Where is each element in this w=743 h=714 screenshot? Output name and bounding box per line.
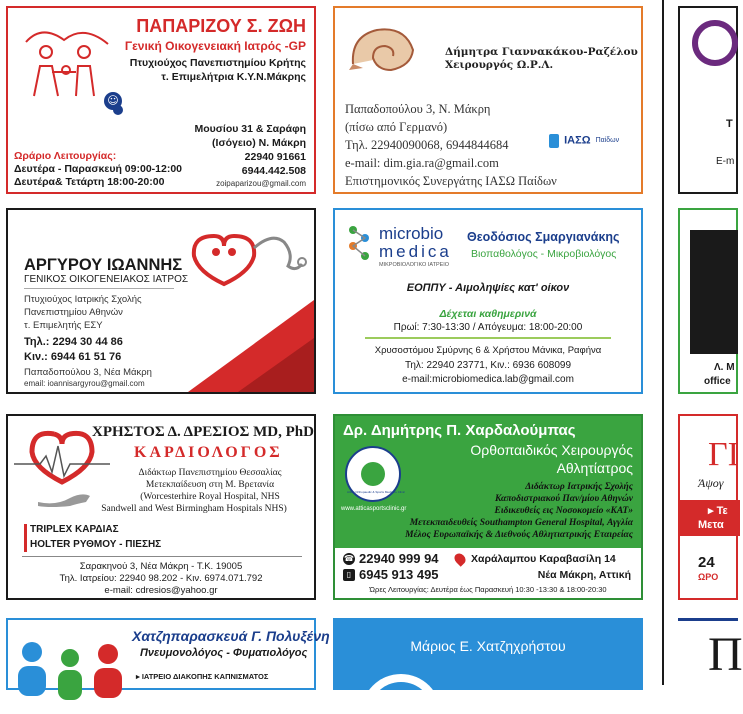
card-polyxeni xyxy=(6,618,330,690)
column-divider xyxy=(662,0,664,685)
title-underline xyxy=(24,288,174,289)
qualification-line: Πανεπιστημίου Αθηνών xyxy=(24,307,123,318)
doctor-title: ΚΑΡΔΙΟΛΟΓΟΣ xyxy=(134,444,283,461)
address-line: (Ισόγειο) Ν. Μάκρη xyxy=(212,137,306,149)
address-line: Χαράλαμπου Καραβασίλη 14 xyxy=(471,553,616,565)
phone: 22940 91661 xyxy=(244,151,306,163)
email: zoipaparizou@gmail.com xyxy=(216,179,306,188)
iaso-name: ΙΑΣΩ xyxy=(564,134,591,147)
hours-line: Ώρες Λειτουργίας: Δευτέρα έως Παρασκευή 10:30 -13:30 & 18:00-20:30 xyxy=(369,585,607,594)
brand-line1: microbio xyxy=(379,224,444,243)
hours-line: Πρωί: 7:30-13:30 / Απόγευμα: 18:00-20:00 xyxy=(393,322,583,333)
card-right-1 xyxy=(678,6,738,194)
daily-line: Δέχεται καθημερινά xyxy=(439,308,537,320)
mobile-icon: ▯ xyxy=(343,569,355,581)
service-item: HOLTER ΡΥΘΜΟΥ - ΠΙΕΣΗΣ xyxy=(30,539,162,550)
qualification-line: Μέλος Ευρωπαϊκής & Διεθνούς Αθλητιατρικής Εταιρείας xyxy=(405,530,633,540)
qualification-line: Πτυχιούχος Ιατρικής Σχολής xyxy=(24,294,142,305)
address-line: Νέα Μάκρη, Αττική xyxy=(537,569,631,581)
phone: Τηλ: 22940 23771, Κιν.: 6936 608099 xyxy=(404,360,572,371)
qualification-line: (Worcesterhire Royal Hospital, NHS xyxy=(140,492,280,502)
card-right-4 xyxy=(678,618,743,690)
card-argyrou xyxy=(6,208,316,394)
doctor-name: Χατζηπαρασκευά Γ. Πολυξένη xyxy=(132,628,330,644)
doctor-title: Πνευμονολόγος - Φυματιολόγος xyxy=(140,647,308,659)
card-text: office xyxy=(704,376,731,387)
email: e-mail: cdresios@yahoo.gr xyxy=(104,585,218,596)
doctor-title: Αθλητίατρος xyxy=(556,460,633,476)
phone: Τηλ. Ιατρείου: 22940 98.202 - Κιν. 6974.071.792 xyxy=(59,573,263,584)
card-marios xyxy=(333,618,643,690)
service-marker xyxy=(24,524,27,552)
smiley-icon: ☺ xyxy=(104,92,122,110)
photo-placeholder xyxy=(690,230,738,354)
phone: 22940 999 94 xyxy=(359,551,439,566)
doctor-title: Ορθοπαιδικός Χειρουργός xyxy=(470,442,633,458)
qualification-line: Μετεκπαίδευση στη Μ. Βρετανία xyxy=(145,480,275,490)
email: e-mail: dim.gia.ra@gmail.com xyxy=(345,156,499,170)
email: email: ioannisargyrou@gmail.com xyxy=(24,379,145,388)
card-right-3 xyxy=(678,414,738,600)
qualification-line: Μετεκπαιδευθείς Southampton General Hospital, Αγγλία xyxy=(409,518,633,528)
mobile: Κιν.: 6944 61 51 76 xyxy=(24,351,122,363)
eopyy-line: ΕΟΠΠΥ - Αιμοληψίες κατ' οίκον xyxy=(406,282,570,294)
doctor-name: Δήμητρα Γιαννακάκου-Ραζέλου xyxy=(445,46,638,58)
doctor-name: ΑΡΓΥΡΟΥ ΙΩΑΝΝΗΣ xyxy=(24,256,183,274)
doctor-title: Γενική Οικογενειακή Ιατρός -GP xyxy=(124,39,306,53)
mobile: 6944.442.508 xyxy=(241,165,306,177)
card-text: ▸ Τε xyxy=(708,505,728,517)
card-text: ΓΙ xyxy=(708,436,739,473)
qualification-line: τ. Επιμελητής ΕΣΥ xyxy=(24,320,103,331)
divider xyxy=(22,556,302,557)
qualification-line: Πτυχιούχος Πανεπιστημίου Κρήτης xyxy=(129,57,306,69)
card-text: Λ. Μ xyxy=(714,362,735,373)
logo-ring xyxy=(692,20,738,66)
logo-arc xyxy=(361,674,441,714)
service-item: ▸ ΙΑΤΡΕΙΟ ΔΙΑΚΟΠΗΣ ΚΑΠΝΙΣΜΑΤΟΣ xyxy=(136,672,269,681)
qualification-line: Ειδικευθείς εις Νοσοκομείο «ΚΑΤ» xyxy=(494,506,633,516)
qualification-line: Sandwell and West Birmingham Hospitals NHS) xyxy=(101,504,287,514)
clinic-logo-text: Attica Orthopaedic & Sports Medicine Clinic xyxy=(347,490,406,494)
card-text: Άψογ xyxy=(698,476,724,490)
address-line: Μουσίου 31 & Σαράφη xyxy=(194,123,306,135)
iaso-sub: Παίδων xyxy=(595,137,620,144)
email: e-mail:microbiomedica.lab@gmail.com xyxy=(402,374,574,385)
phone: Τηλ.: 2294 30 44 86 xyxy=(24,336,123,348)
card-right-2 xyxy=(678,208,738,394)
mobile: 6945 913 495 xyxy=(359,567,439,582)
iaso-logo xyxy=(549,130,619,149)
qualification-line: Διδάκτωρ Ιατρικής Σχολής xyxy=(525,482,633,492)
doctor-name: Μάριος Ε. Χατζηχρήστου xyxy=(410,638,566,654)
heart-family-logo-icon xyxy=(184,228,308,286)
service-item: TRIPLEX ΚΑΡΔΙΑΣ xyxy=(30,524,119,535)
card-dimitra xyxy=(333,6,643,194)
hours-line: Δευτέρα - Παρασκευή 09:00-12:00 xyxy=(14,163,183,175)
phone-icon: ☎ xyxy=(344,554,354,563)
card-paparizou xyxy=(6,6,316,194)
address: Σαρακηνού 3, Νέα Μάκρη - Τ.Κ. 19005 xyxy=(79,561,243,572)
brand-subtitle: ΜΙΚΡΟΒΙΟΛΟΓΙΚΟ ΙΑΤΡΕΙΟ xyxy=(379,262,450,268)
qualification-line: τ. Επιμελήτρια Κ.Υ.Ν.Μάκρης xyxy=(161,71,306,83)
address-line: Παπαδοπούλου 3, Ν. Μάκρη xyxy=(345,102,491,116)
card-text: Π xyxy=(708,628,743,681)
hours-title: Ωράριο Λειτουργίας: xyxy=(14,150,117,162)
card-xardaloumpas xyxy=(333,414,643,600)
card-dresios xyxy=(6,414,316,600)
address: Παπαδοπούλου 3, Νέα Μάκρη xyxy=(24,367,152,378)
molecule-logo-icon xyxy=(347,224,371,262)
iaso-mark-icon xyxy=(549,134,559,148)
card-text: E-m xyxy=(716,156,735,167)
phone: Τηλ. 22940090068, 6944844684 xyxy=(345,138,509,152)
doctor-name: ΧΡΗΣΤΟΣ Δ. ΔΡΕΣΙΟΣ MD, PhD xyxy=(92,424,314,440)
address-line: (πίσω από Γερμανό) xyxy=(345,120,448,134)
divider xyxy=(365,337,611,339)
card-text: 24 xyxy=(698,554,715,571)
doctor-name: Θεοδόσιος Σμαργιανάκης xyxy=(467,230,620,244)
brand-line2: medica xyxy=(379,242,452,261)
doctor-title: Βιοπαθολόγος - Μικροβιολόγος xyxy=(471,248,617,260)
card-microbiomedica xyxy=(333,208,643,394)
clinic-logo xyxy=(345,446,406,502)
shell-logo-icon xyxy=(347,24,419,74)
card-text: Μετα xyxy=(698,519,724,531)
address: Χρυσοστόμου Σμύρνης 6 & Χρήστου Μάνικα, Ραφήνα xyxy=(374,345,602,356)
hours-line: Δευτέρα& Τετάρτη 18:00-20:00 xyxy=(14,176,165,188)
clinic-logo-inner xyxy=(361,462,385,486)
qualification-line: Διδάκτωρ Πανεπιστημίου Θεσσαλίας xyxy=(138,468,282,478)
card-text: Τ xyxy=(726,118,733,130)
collaboration-line: Επιστημονικός Συνεργάτης ΙΑΣΩ Παίδων xyxy=(345,174,557,188)
doctor-title: ΓΕΝΙΚΟΣ ΟΙΚΟΓΕΝΕΙΑΚΟΣ ΙΑΤΡΟΣ xyxy=(24,274,189,285)
family-people-icon xyxy=(14,636,128,692)
doctor-title: Χειρουργός Ω.Ρ.Λ. xyxy=(445,59,554,71)
card-text: ΩΡΟ xyxy=(698,572,719,582)
doctor-name: ΠΑΠΑΡΙΖΟΥ Σ. ΖΩΗ xyxy=(136,16,306,36)
doctor-name: Δρ. Δημήτρης Π. Χαρδαλούμπας xyxy=(343,422,576,439)
website: www.atticasportsclinic.gr xyxy=(341,506,407,512)
qualification-line: Καποδιστριακού Παν/μίου Αθηνών xyxy=(495,494,633,504)
